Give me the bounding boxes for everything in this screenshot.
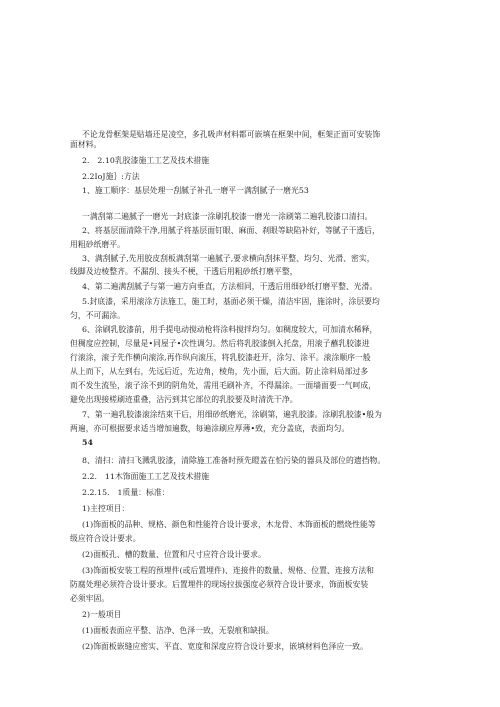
paragraph-line: 不论龙骨框架是贴墙还是凌空，多孔吸声材料都可嵌填在框架中间，框架正面可安装饰 <box>82 130 381 139</box>
paragraph-line: 面材料。 <box>70 140 102 149</box>
page-number: 54 <box>82 438 93 447</box>
paragraph-line: 匀，不可漏涂。 <box>70 311 125 320</box>
section-heading: 2.2. 11木饰面施工工艺及技术措施 <box>82 472 210 481</box>
paragraph-line: 两遍，亦可根据要求适当增加遍数，每遍涂刷应厚薄•致，充分盖底，表面均匀。 <box>70 424 350 433</box>
paragraph-line: 4、第二遍满刮腻子与第一遍方向垂直，方法相同，干透后用细砂纸打磨平整、光滑。 <box>82 282 378 291</box>
subsection-heading: 2.2.15. 1质量：标准： <box>82 488 170 497</box>
paragraph-line: 避免出现接槎刷迹重叠，沾污到其它部位的乳胶要及时清洗干净。 <box>70 395 298 404</box>
list-heading: 1)主控项目： <box>82 504 130 513</box>
paragraph-line: 3、满刮腻子,先用胶皮刮板满刮第一遍腻子,要求横向刮抹平整、均匀、光滑、密实， <box>82 254 375 263</box>
paragraph-line: 行滚涂，滚子先作横向滚涂,再作纵向滚压，将乳胶漆赶开，涂匀、涂平。滚涂顺序一般 <box>70 353 371 362</box>
paragraph-line: 8、清扫：清扫飞溅乳胶漆，清除施工准备时预先瞪盖在怕污染的器具及部位的遗挡物。 <box>82 456 386 465</box>
list-item: 必须牢固。 <box>70 594 110 603</box>
paragraph-line: 6、涂刷乳胶漆前，用手提电动搅动枪将涂料搅拌均匀。如稠度较大，可加清水稀释， <box>82 325 378 334</box>
paragraph-line: 7、第一遍乳胶漆滚涂结束干后，用细砂纸磨光，涂刷第，遍乳胶漆。涂刷乳胶漆•般为 <box>82 410 382 419</box>
list-item: (2)饰面板嵌缝应密实、平直、宽度和深度应符合设计要求，嵌填材料色泽应一致。 <box>82 642 368 651</box>
paragraph-line: 而不发生流坠，滚子涂不到的阴角处，需用毛刷补齐，不得漏涂。一面墙面要一气呵成， <box>70 381 377 390</box>
paragraph-line: 1、施工顺序：基层处理一刮腻子补孔一磨平一满刮腻子一磨光53 <box>82 186 309 195</box>
list-item: (1)饰面板的品种、规格、颜色和性能符合设计要求，木龙骨、木饰面板的燃烧性能等 <box>82 520 376 529</box>
paragraph-line: 但稠度应控制，尽量是•同屋子•次性调匀。然后将乳胶漆倒入托盘，用滚子蘸乳胶漆进 <box>70 339 370 348</box>
list-item: (2)面板孔、槽的数量、位置和尺寸应符合设计要求。 <box>82 550 266 559</box>
list-item: (1)面板表面应平整、洁净、色泽一致，无裂痕和缺损。 <box>82 626 274 635</box>
list-item: 防腐处理必须符合设计要求。后置埋件的现场拉拔强度必须符合设计要求，饰面板安装 <box>70 580 369 589</box>
paragraph-line: 5.封底漆，采用滚涂方法施工，施工时，基面必须干燥，清洁牢固，施涂时，涂层要均 <box>82 297 380 306</box>
section-heading: 2. 2.10乳胶漆施工工艺及技术措施 <box>82 156 210 165</box>
list-heading: 2)一般项目 <box>82 610 122 619</box>
list-item: (3)饰面板安装工程的预埋件(或后置埋件)、连接件的数量、规格、位置、连接方法和 <box>82 566 375 575</box>
subsection-heading: 2.2IoJ施｝:方法 <box>82 172 140 181</box>
paragraph-line: 从上而下，从左到右，先远后近，先边角，棱角，先小面，后大面。防止涂料局部过多 <box>70 367 369 376</box>
paragraph-line: 2、将基层面清除干净,用腻子将基层面钉眼、麻面、刹眼等缺陷补好，等腻子干透后， <box>82 226 380 235</box>
paragraph-line: 线脚及边棱整齐。不漏刮、接头不梗，干透后用粗砂纸打磨平整， <box>70 267 298 276</box>
paragraph-line: 一满刮第二遍腻子一磨光一封底漆一涂刷乳胶漆一磨光一涂刷第二遍乳胶漆口清扫。 <box>82 212 373 221</box>
paragraph-line: 用粗砂纸磨平。 <box>70 240 125 249</box>
list-item: 级应符合设计要求。 <box>70 534 141 543</box>
